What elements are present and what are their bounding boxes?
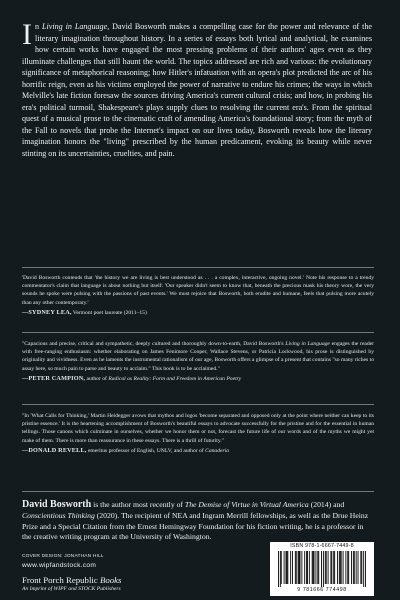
- isbn-barcode: [270, 542, 374, 596]
- barcode-bar: [347, 551, 348, 584]
- bio-book-title: Conscientious Thinking: [22, 510, 95, 520]
- publisher-logo: [22, 575, 121, 585]
- bio-text: (2014) and: [308, 500, 345, 509]
- barcode-bar: [330, 551, 331, 584]
- barcode-icon: [278, 551, 366, 587]
- barcode-bar: [300, 551, 301, 584]
- barcode-bar: [365, 551, 366, 587]
- barcode-bar: [301, 551, 302, 584]
- barcode-bar: [321, 551, 322, 587]
- barcode-bar: [278, 551, 279, 587]
- blurb-attribution: [22, 375, 374, 383]
- blurb-attribution: [22, 447, 374, 455]
- publisher-url[interactable]: www.wipfandstock.com: [22, 562, 97, 569]
- barcode-digits: 9 781666 774498: [297, 587, 347, 593]
- blurb-campion: [22, 340, 374, 383]
- barcode-bar: [348, 551, 349, 584]
- divider: [22, 491, 374, 492]
- barcode-bar: [356, 551, 357, 584]
- blurb-lea: [22, 274, 374, 317]
- blurb-credential: author of: [85, 375, 109, 382]
- barcode-bar: [286, 551, 287, 584]
- barcode-bar: [360, 551, 361, 584]
- blurb-revell: [22, 412, 374, 455]
- barcode-bar: [315, 551, 316, 584]
- isbn-number: ISBN 978-1-6667-7449-8: [290, 543, 354, 549]
- barcode-bar: [331, 551, 332, 584]
- barcode-bar: [313, 551, 314, 584]
- blurb-text: 'David Bosworth contends that 'the history we are living is best understood as . . . a complex, interactive, ongoing novel.' Note his response to a trendy commentator's claim that language is about nothing but itself: 'Our speaker didn't seem to know that, beneath the precious mask his theory wore, the very sounds he spoke were pulsing with the passions of past events.' We must rejoice that Bosworth, both erudite and humane, feels that pulsing more acutely than any other contemporary.': [22, 275, 374, 306]
- blurb-book-title: Living in Language: [285, 341, 330, 347]
- barcode-bar: [307, 551, 308, 584]
- bio-text: (2020). The recipient of NEA and Ingram Merrill fellowships, as well as the Drue Heinz Prize and a Special Citation from the Ernest Hemingway Foundation for his fiction writing, he is a professor in the creative writing program at the University of Washington.: [22, 510, 369, 542]
- book-description: [22, 18, 372, 159]
- barcode-bar: [337, 551, 338, 584]
- barcode-bar: [290, 551, 291, 584]
- barcode-bar: [295, 551, 296, 584]
- barcode-bar: [353, 551, 354, 584]
- barcode-bar: [341, 551, 342, 584]
- description-lead: n: [35, 22, 42, 31]
- blurb-author: —PETER CAMPION,: [22, 374, 86, 382]
- bio-book-title: The Demise of Virtue in Virtual America: [184, 500, 309, 509]
- blurb-author: —DONALD REVELL,: [22, 446, 87, 454]
- description-text: , David Bosworth makes a compelling case for the power and relevance of the literary imagination throughout history. In a series of essays both lyrical and analytical, he examines how certain works have engaged the most pressing problems of their authors' ages even as they illuminate challenges that still haunt the world. The topics addressed are rich and various: the evolutionary significance of metaphorical reasoning; how Hitler's infatuation with an opera's plot predicted the arc of his horrific reign, even as his victims employed the power of narrative to endure his crimes; the ways in which Melville's late fiction foresaw the sources driving America's current cultural crisis; and how, in probing his era's political turmoil, Shakespeare's plays supply clues to resolving the current era's. From the spiritual quest of a musical prose to the cinematic craft of amending America's foundational story; from the myth of the Fall to novels that probe the Internet's impact on our lives today, Bosworth reveals how the literary imagination honors the "living" prescribed by the human predicament, evoking its beauty while never stinting on its uncertainties, cruelties, and pain.: [22, 22, 372, 158]
- barcode-bar: [326, 551, 327, 584]
- barcode-bar: [304, 551, 305, 584]
- divider: [22, 332, 374, 333]
- barcode-bar: [358, 551, 359, 584]
- barcode-bar: [309, 551, 310, 584]
- book-title-inline: Living in Language: [41, 22, 108, 31]
- barcode-bar: [298, 551, 299, 584]
- barcode-bar: [334, 551, 335, 584]
- divider: [22, 267, 374, 268]
- blurb-author: —SYDNEY LEA,: [22, 308, 72, 316]
- barcode-bar: [323, 551, 324, 587]
- drop-cap: I: [22, 18, 32, 51]
- blurb-credential: Vermont poet laureate (2011–15): [71, 309, 147, 316]
- blurb-text-part: "Capacious and precise, critical and sympathetic, deeply cultured and thoroughly down-to-earth, David Bosworth's: [22, 341, 286, 347]
- barcode-bar: [284, 551, 285, 584]
- barcode-bar: [340, 551, 341, 584]
- barcode-bar: [325, 551, 326, 584]
- barcode-bar: [361, 551, 362, 584]
- cover-design-credit: COVER DESIGN: JONATHAN HILL: [22, 554, 104, 559]
- barcode-bar: [351, 551, 352, 584]
- barcode-bar: [339, 551, 340, 584]
- barcode-bar: [343, 551, 344, 584]
- publisher-name-italic: Books: [99, 575, 122, 585]
- blurb-credential-title: Radical as Reality: Form and Freedom in American Poetry: [108, 375, 242, 382]
- barcode-bar: [287, 551, 288, 584]
- publisher-name: Front Porch Republic: [22, 575, 100, 585]
- barcode-bar: [333, 551, 334, 584]
- barcode-bar: [318, 551, 319, 584]
- barcode-bar: [306, 551, 307, 584]
- barcode-bar: [328, 551, 329, 584]
- barcode-bar: [345, 551, 346, 584]
- blurb-text: [22, 340, 374, 373]
- author-name: David Bosworth: [22, 499, 92, 510]
- barcode-bar: [312, 551, 313, 584]
- barcode-bar: [280, 551, 281, 587]
- barcode-bar: [363, 551, 364, 587]
- barcode-bar: [317, 551, 318, 584]
- barcode-bar: [281, 551, 282, 584]
- blurb-attribution: [22, 309, 374, 317]
- blurb-text-part: engages the reader with free-ranging enthusiasm: whether elaborating on James Fenimore Cooper, Wallace Stevens, or Patricia Lockwood, his prose is distinguished by originality and vividness. Even as he laments the instrumental rationalism of our age, Bosworth offers a glimpse of a present that contains "so many riches to assay here, so much pain to parse and beauty to acclaim." This book is to be acclaimed.": [22, 341, 375, 372]
- blurb-text: "In 'What Calls for Thinking,' Martin Heidegger avows that mythos and logos 'become separated and opposed only at the point where neither can keep to its pristine essence.' It is the heartening accomplishment of Bosworth's beautiful essays to advocate successfully for the pristine and for the essential in human tellings. Those canons which culminate in ourselves, whether we honor them or not, forecast the future life of our words and of the myths we might yet make of them. There is more than reassurance in these essays. There is a thrill of futurity.": [22, 413, 374, 444]
- barcode-bar: [285, 551, 286, 584]
- imprint-line: An Imprint of WIPF and STOCK Publishers: [22, 586, 121, 592]
- blurb-credential: emeritus professor of English, UNLV, and author of: [86, 447, 206, 454]
- author-bio: [22, 500, 374, 543]
- bio-text: is the author most recently of: [91, 500, 185, 509]
- barcode-bar: [354, 551, 355, 584]
- barcode-bar: [292, 551, 293, 584]
- blurb-credential-title: Canaderia: [205, 447, 230, 454]
- barcode-bar: [299, 551, 300, 584]
- barcode-bar: [296, 551, 297, 584]
- divider: [22, 404, 374, 405]
- barcode-bar: [314, 551, 315, 584]
